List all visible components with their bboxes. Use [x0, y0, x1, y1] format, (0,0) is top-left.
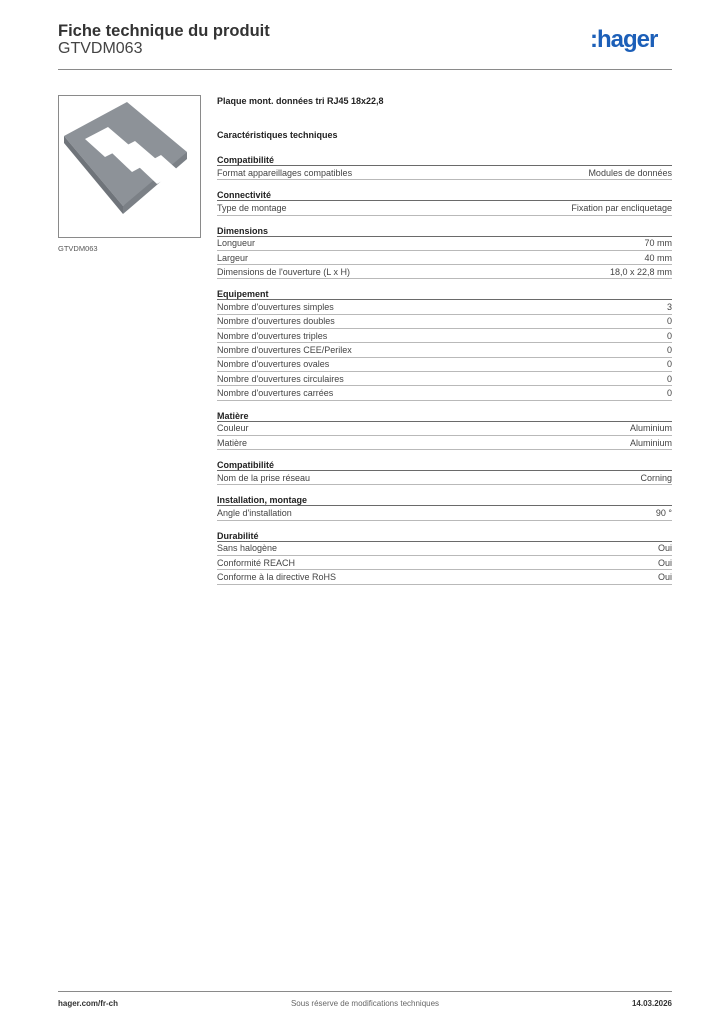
spec-section: [217, 530, 672, 585]
spec-row: [217, 372, 672, 386]
spec-label: Nombre d'ouvertures doubles: [217, 316, 335, 327]
spec-value: Aluminium: [629, 437, 672, 448]
product-image: [58, 95, 201, 238]
spec-row: [217, 436, 672, 450]
spec-value: 0: [666, 316, 672, 327]
spec-label: Dimensions de l'ouverture (L x H): [217, 266, 350, 277]
spec-value: 0: [666, 373, 672, 384]
footer-notice: Sous réserve de modifications techniques: [290, 999, 440, 1008]
spec-row: [217, 237, 672, 251]
spec-label: Nombre d'ouvertures carrées: [217, 387, 334, 398]
document-title: Fiche technique du produit: [58, 22, 270, 40]
spec-label: Conformité REACH: [217, 557, 296, 568]
section-title: Compatibilité: [217, 459, 672, 471]
spec-value: Oui: [657, 571, 672, 582]
svg-text::hager: :hager: [590, 26, 658, 53]
spec-label: Nombre d'ouvertures circulaires: [217, 373, 344, 384]
page-footer: [58, 991, 672, 1011]
spec-section: [217, 410, 672, 451]
product-reference: GTVDM063: [58, 40, 143, 57]
spec-row: [217, 556, 672, 570]
spec-value: 70 mm: [644, 238, 672, 249]
spec-value: Fixation par encliquetage: [571, 202, 672, 213]
cover-plate-icon: [59, 96, 200, 237]
spec-label: Nombre d'ouvertures CEE/Perilex: [217, 345, 352, 356]
spec-row: [217, 201, 672, 215]
spec-row: [217, 542, 672, 556]
spec-label: Nombre d'ouvertures triples: [217, 330, 328, 341]
spec-row: [217, 386, 672, 400]
spec-label: Couleur: [217, 423, 249, 434]
spec-row: [217, 329, 672, 343]
spec-value: 0: [666, 387, 672, 398]
spec-content: [217, 96, 672, 594]
spec-row: [217, 343, 672, 357]
hager-logo: [590, 26, 672, 54]
section-title: Durabilité: [217, 530, 672, 542]
spec-sections: [217, 154, 672, 585]
section-title: Installation, montage: [217, 494, 672, 506]
spec-row: [217, 506, 672, 520]
spec-label: Nom de la prise réseau: [217, 472, 311, 483]
section-title: Connectivité: [217, 189, 672, 201]
footer-date: 14.03.2026: [631, 999, 672, 1008]
spec-value: 90 °: [655, 508, 672, 519]
spec-row: [217, 315, 672, 329]
spec-label: Nombre d'ouvertures ovales: [217, 359, 330, 370]
spec-value: Modules de données: [588, 167, 672, 178]
section-title: Compatibilité: [217, 154, 672, 166]
spec-row: [217, 422, 672, 436]
spec-value: 40 mm: [644, 252, 672, 263]
section-title: Dimensions: [217, 225, 672, 237]
spec-label: Largeur: [217, 252, 249, 263]
spec-row: [217, 358, 672, 372]
spec-row: [217, 300, 672, 314]
section-title: Matière: [217, 410, 672, 422]
spec-row: [217, 471, 672, 485]
spec-row: [217, 265, 672, 279]
spec-value: Corning: [640, 472, 672, 483]
spec-value: 0: [666, 359, 672, 370]
product-name: Plaque mont. données tri RJ45 18x22,8: [217, 96, 384, 106]
spec-value: Aluminium: [629, 423, 672, 434]
spec-value: 18,0 x 22,8 mm: [609, 266, 672, 277]
spec-section: [217, 225, 672, 280]
spec-label: Nombre d'ouvertures simples: [217, 302, 334, 313]
image-caption: GTVDM063: [58, 244, 98, 253]
spec-section: [217, 189, 672, 215]
spec-label: Angle d'installation: [217, 508, 292, 519]
page-header: [58, 20, 672, 70]
spec-section: [217, 459, 672, 485]
spec-label: Conforme à la directive RoHS: [217, 571, 337, 582]
spec-row: [217, 251, 672, 265]
spec-row: [217, 166, 672, 180]
spec-value: 3: [666, 302, 672, 313]
spec-section: [217, 494, 672, 520]
spec-label: Type de montage: [217, 202, 287, 213]
spec-label: Longueur: [217, 238, 256, 249]
specs-heading: Caractéristiques techniques: [217, 130, 338, 140]
spec-section: [217, 288, 672, 400]
spec-label: Matière: [217, 437, 248, 448]
spec-value: 0: [666, 345, 672, 356]
spec-value: Oui: [657, 543, 672, 554]
spec-row: [217, 570, 672, 584]
section-title: Equipement: [217, 288, 672, 300]
footer-website: hager.com/fr-ch: [58, 999, 119, 1008]
spec-value: Oui: [657, 557, 672, 568]
spec-section: [217, 154, 672, 180]
spec-label: Sans halogène: [217, 543, 278, 554]
spec-value: 0: [666, 330, 672, 341]
spec-label: Format appareillages compatibles: [217, 167, 353, 178]
